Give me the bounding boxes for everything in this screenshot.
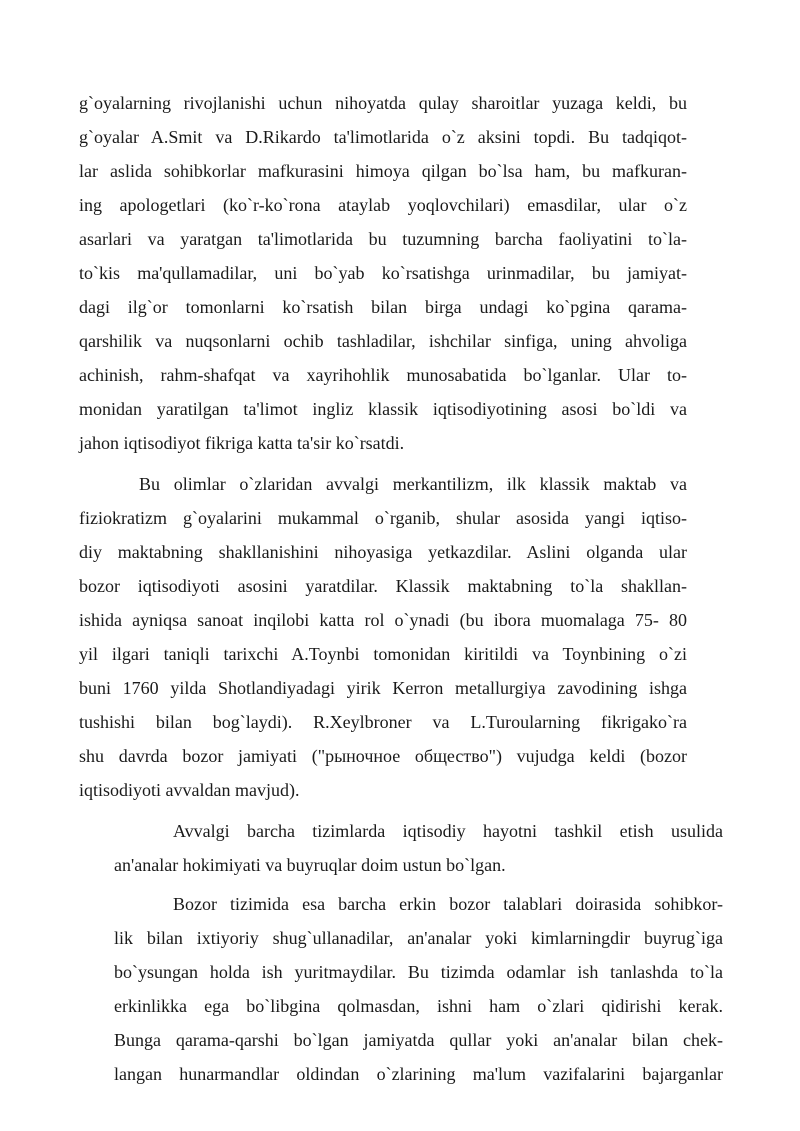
text-line: g`oyalar A.Smit va D.Rikardo ta'limotlarida o`z aksini topdi. Bu tadqiqot-	[79, 127, 687, 147]
text-line: iqtisodiyoti avvaldan mavjud).	[79, 780, 300, 800]
text-line: Avvalgi barcha tizimlarda iqtisodiy hayotni tashkil etish usulida	[173, 821, 723, 841]
text-line: diy maktabning shakllanishini nihoyasiga yetkazdilar. Aslini olganda ular	[79, 542, 687, 562]
text-line: shu davrda bozor jamiyati ("рыночное общество") vujudga keldi (bozor	[79, 746, 687, 766]
text-line: monidan yaratilgan ta'limot ingliz klassik iqtisodiyotining asosi bo`ldi va	[79, 399, 687, 419]
text-line: bo`ysungan holda ish yuritmaydilar. Bu tizimda odamlar ish tanlashda to`la	[114, 962, 723, 982]
text-line: to`kis ma'qullamadilar, uni bo`yab ko`rsatishga urinmadilar, bu jamiyat-	[79, 263, 687, 283]
text-line: tushishi bilan bog`laydi). R.Xeylbroner va L.Turoularning fikrigako`ra	[79, 712, 687, 732]
text-line: bozor iqtisodiyoti asosini yaratdilar. Klassik maktabning to`la shakllan-	[79, 576, 687, 596]
text-line: an'analar hokimiyati va buyruqlar doim ustun bo`lgan.	[114, 855, 506, 875]
text-line: langan hunarmandlar oldindan o`zlarining ma'lum vazifalarini bajarganlar	[114, 1064, 723, 1084]
text-line: yil ilgari taniqli tarixchi A.Toynbi tomonidan kiritildi va Toynbining o`zi	[79, 644, 687, 664]
text-line: erkinlikka ega bo`libgina qolmasdan, ishni ham o`zlari qidirishi kerak.	[114, 996, 723, 1016]
text-line: fiziokratizm g`oyalarini mukammal o`rganib, shular asosida yangi iqtiso-	[79, 508, 687, 528]
text-line: qarshilik va nuqsonlarni ochib tashladilar, ishchilar sinfiga, uning ahvoliga	[79, 331, 687, 351]
text-line: ing apologetlari (ko`r-ko`rona ataylab yoqlovchilari) emasdilar, ular o`z	[79, 195, 687, 215]
text-line: lar aslida sohibkorlar mafkurasini himoya qilgan bo`lsa ham, bu mafkuran-	[79, 161, 687, 181]
text-line: asarlari va yaratgan ta'limotlarida bu tuzumning barcha faoliyatini to`la-	[79, 229, 687, 249]
text-line: g`oyalarning rivojlanishi uchun nihoyatda qulay sharoitlar yuzaga keldi, bu	[79, 93, 687, 113]
text-line: lik bilan ixtiyoriy shug`ullanadilar, an'analar yoki kimlarningdir buyrug`iga	[114, 928, 723, 948]
text-line: dagi ilg`or tomonlarni ko`rsatish bilan birga undagi ko`pgina qarama-	[79, 297, 687, 317]
text-line: achinish, rahm-shafqat va xayrihohlik munosabatida bo`lganlar. Ular to-	[79, 365, 687, 385]
text-line: buni 1760 yilda Shotlandiyadagi yirik Kerron metallurgiya zavodining ishga	[79, 678, 687, 698]
text-line: jahon iqtisodiyot fikriga katta ta'sir ko`rsatdi.	[79, 433, 405, 453]
text-line: Bu olimlar o`zlaridan avvalgi merkantilizm, ilk klassik maktab va	[139, 474, 687, 494]
text-line: Bozor tizimida esa barcha erkin bozor talablari doirasida sohibkor-	[173, 894, 723, 914]
text-line: Bunga qarama-qarshi bo`lgan jamiyatda qullar yoki an'analar bilan chek-	[114, 1030, 723, 1050]
text-line: ishida ayniqsa sanoat inqilobi katta rol o`ynadi (bu ibora muomalaga 75- 80	[79, 610, 687, 630]
